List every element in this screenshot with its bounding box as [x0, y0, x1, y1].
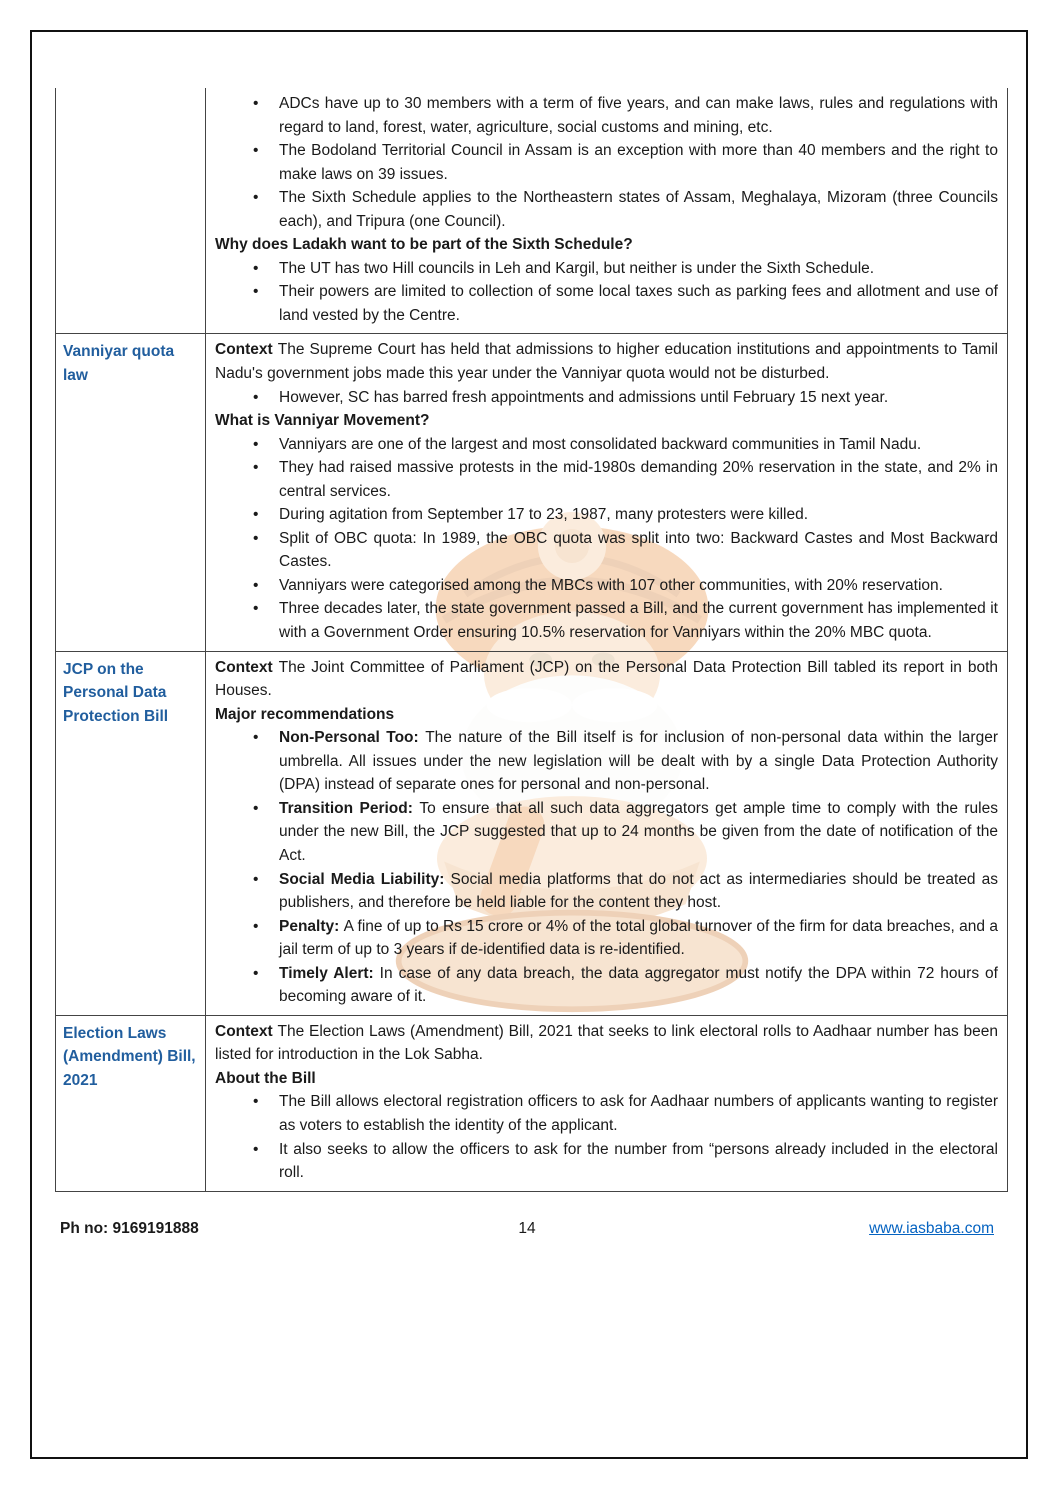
bullet-text: Social Media Liability: Social media platforms that do not act as intermediaries should be treated as publishers, and therefore be held liable for the content they host. — [279, 870, 998, 912]
bullet-item — [215, 1138, 998, 1185]
bullet-text: Timely Alert: In case of any data breach, the data aggregator must notify the DPA within 72 hours of becoming aware of it. — [279, 964, 998, 1006]
bullet-icon: • — [253, 1140, 259, 1158]
bullet-text: The Bodoland Territorial Council in Assam is an exception with more than 40 members and the right to make laws on 39 issues. — [279, 142, 998, 183]
bullet-item — [215, 574, 998, 598]
bullet-item — [215, 726, 998, 797]
page-border — [30, 30, 1028, 1459]
context-paragraph: Context The Joint Committee of Parliament (JCP) on the Personal Data Protection Bill tabled its report in both Houses. — [215, 658, 998, 700]
table-row — [56, 651, 1008, 1015]
website-link[interactable]: www.iasbaba.com — [869, 1219, 994, 1237]
bullet-icon: • — [253, 506, 259, 524]
bullet-item — [215, 186, 998, 233]
bullet-icon: • — [253, 459, 259, 477]
bullet-text: During agitation from September 17 to 23, 1987, many protesters were killed. — [279, 506, 808, 524]
bullet-icon: • — [253, 283, 259, 301]
topic-content — [206, 88, 1008, 334]
bullet-icon: • — [253, 189, 259, 207]
bullet-item — [215, 1090, 998, 1137]
bullet-text: The Bill allows electoral registration officers to ask for Aadhaar numbers of applicants wanting to register as voters to establish the identity of the applicant. — [279, 1093, 998, 1134]
bold-lead: Transition Period: — [279, 799, 420, 817]
bullet-text: The Sixth Schedule applies to the Northeastern states of Assam, Meghalaya, Mizoram (three Councils each), and Tripura (one Council). — [279, 189, 998, 230]
table-row — [56, 1015, 1008, 1191]
bullet-item — [215, 456, 998, 503]
page-footer — [32, 1220, 1026, 1238]
topics-table — [55, 88, 1008, 1192]
bullet-icon: • — [253, 576, 259, 594]
bullet-text: Their powers are limited to collection of some local taxes such as parking fees and allotment and use of land vested by the Centre. — [279, 283, 998, 324]
bullet-icon: • — [253, 964, 259, 982]
bullet-text: Vanniyars are one of the largest and most consolidated backward communities in Tamil Nadu. — [279, 435, 922, 453]
bullet-text: Split of OBC quota: In 1989, the OBC quota was split into two: Backward Castes and Most Backward Castes. — [279, 529, 998, 571]
footer-page-number: 14 — [518, 1219, 536, 1237]
bold-lead: Penalty: — [279, 917, 344, 935]
table-row — [56, 334, 1008, 651]
bullet-icon: • — [253, 142, 259, 160]
bullet-icon: • — [253, 529, 259, 547]
bullet-icon: • — [253, 259, 259, 277]
bold-lead: Timely Alert: — [279, 964, 380, 982]
section-heading: About the Bill — [215, 1069, 316, 1087]
topic-title: Election Laws (Amendment) Bill, 2021 — [56, 1015, 206, 1191]
topic-title: JCP on the Personal Data Protection Bill — [56, 651, 206, 1015]
topic-content — [206, 334, 1008, 651]
bullet-text: They had raised massive protests in the mid-1980s demanding 20% reservation in the state, and 2% in central services. — [279, 459, 998, 500]
bullet-icon: • — [253, 435, 259, 453]
bullet-icon: • — [253, 917, 259, 935]
bullet-text: ADCs have up to 30 members with a term of five years, and can make laws, rules and regulations with regard to land, forest, water, agriculture, social customs and mining, etc. — [279, 95, 998, 136]
bullet-item — [215, 386, 998, 410]
bullet-item — [215, 597, 998, 644]
bullet-text: Three decades later, the state government passed a Bill, and the current government has implemented it with a Government Order ensuring 10.5% reservation for Vanniyars within the 20% MBC quota. — [279, 600, 998, 642]
bold-lead: Context — [215, 1022, 278, 1040]
bullet-icon: • — [253, 1093, 259, 1111]
bullet-item — [215, 797, 998, 868]
section-heading: Why does Ladakh want to be part of the Sixth Schedule? — [215, 236, 633, 254]
bold-lead: Non-Personal Too: — [279, 729, 426, 747]
bullet-item — [215, 915, 998, 962]
bullet-item — [215, 868, 998, 915]
bullet-item — [215, 257, 998, 281]
bullet-icon: • — [253, 95, 259, 112]
topic-content — [206, 1015, 1008, 1191]
bold-lead: Social Media Liability: — [279, 870, 451, 888]
topics-table-body — [56, 88, 1008, 1191]
bullet-item — [215, 527, 998, 574]
bullet-item — [215, 503, 998, 527]
bullet-icon: • — [253, 729, 259, 747]
footer-website — [536, 1220, 994, 1238]
bullet-icon: • — [253, 870, 259, 888]
section-heading: What is Vanniyar Movement? — [215, 412, 430, 430]
bullet-item — [215, 139, 998, 186]
bullet-text: Non-Personal Too: The nature of the Bill itself is for inclusion of non-personal data within the larger umbrella. All issues under the new legislation will be dealt with by a single Data Protection Authority (DPA) instead of separate ones for personal and non-personal. — [279, 729, 998, 794]
topic-title — [56, 88, 206, 334]
section-heading: Major recommendations — [215, 705, 395, 723]
bullet-item — [215, 92, 998, 139]
bullet-text: Vanniyars were categorised among the MBCs with 107 other communities, with 20% reservation. — [279, 576, 943, 594]
context-paragraph: Context The Supreme Court has held that admissions to higher education institutions and appointments to Tamil Nadu's government jobs made this year under the Vanniyar quota would not be disturbed. — [215, 341, 999, 383]
bold-lead: Context — [215, 658, 279, 676]
bullet-item — [215, 962, 998, 1009]
bullet-icon: • — [253, 600, 259, 618]
bold-lead: Context — [215, 341, 278, 359]
bullet-text: Transition Period: To ensure that all such data aggregators get ample time to comply with the rules under the new Bill, the JCP suggested that up to 24 months be given from the date of notification of the Act. — [279, 799, 998, 864]
bullet-item — [215, 433, 998, 457]
page-content — [32, 32, 1026, 1192]
bullet-text: However, SC has barred fresh appointments and admissions until February 15 next year. — [279, 388, 889, 406]
bullet-text: Penalty: A fine of up to Rs 15 crore or 4% of the total global turnover of the firm for data breaches, and a jail term of up to 3 years if de-identified data is re-identified. — [279, 917, 998, 959]
bullet-icon: • — [253, 388, 259, 406]
bullet-text: The UT has two Hill councils in Leh and Kargil, but neither is under the Sixth Schedule. — [279, 259, 875, 277]
topic-title: Vanniyar quota law — [56, 334, 206, 651]
table-row — [56, 88, 1008, 334]
topic-content — [206, 651, 1008, 1015]
bullet-item — [215, 280, 998, 327]
footer-phone: Ph no: 9169191888 — [60, 1219, 199, 1237]
bullet-text: It also seeks to allow the officers to ask for the number from “persons already included in the electoral roll. — [279, 1140, 998, 1182]
bullet-icon: • — [253, 799, 259, 817]
context-paragraph: Context The Election Laws (Amendment) Bill, 2021 that seeks to link electoral rolls to Aadhaar number has been listed for introduction in the Lok Sabha. — [215, 1022, 998, 1064]
